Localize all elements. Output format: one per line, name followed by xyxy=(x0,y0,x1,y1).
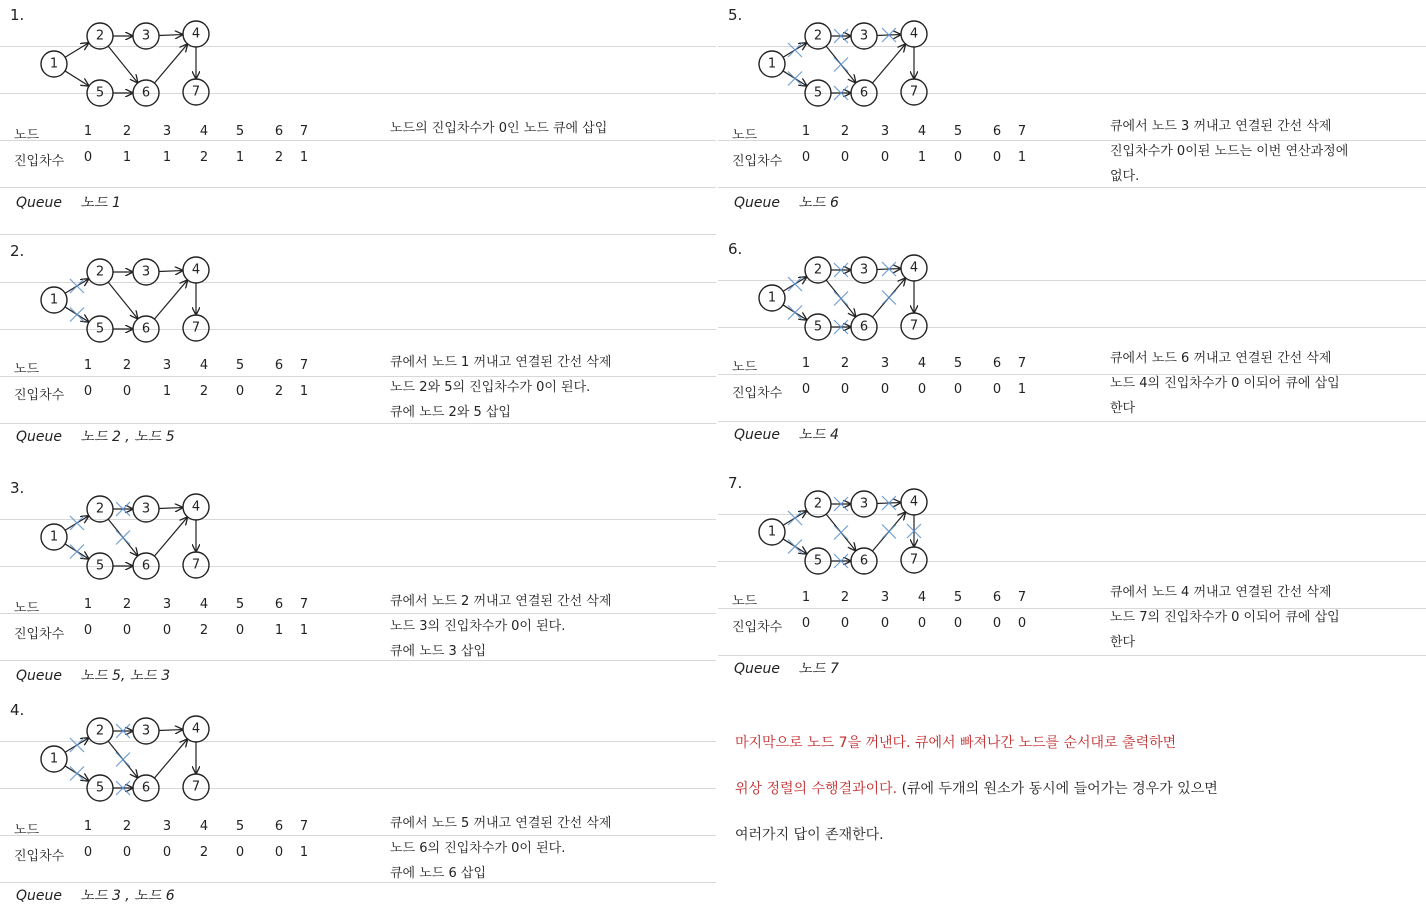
node-label: 5 xyxy=(953,356,963,371)
step-description xyxy=(390,350,710,425)
node-label: 5 xyxy=(235,358,245,373)
node-label: 7 xyxy=(1017,590,1027,605)
indegree-value: 0 xyxy=(840,150,850,165)
indegree-value: 0 xyxy=(992,382,1002,397)
node-label: 2 xyxy=(122,597,132,612)
step-panel-1 xyxy=(0,0,716,236)
step-panel-4 xyxy=(0,695,716,915)
graph-node-label: 6 xyxy=(859,85,869,101)
indegree-value: 0 xyxy=(235,384,245,399)
graph-node-label: 3 xyxy=(141,501,151,517)
description-line: 없다. xyxy=(1110,169,1140,184)
graph-node-label: 5 xyxy=(95,85,105,101)
graph-node-label: 1 xyxy=(49,751,59,767)
node-label: 6 xyxy=(274,597,284,612)
queue-contents: 노드 2 , 노드 5 xyxy=(80,429,175,445)
node-label: 3 xyxy=(162,358,172,373)
node-label: 5 xyxy=(953,124,963,139)
node-label: 1 xyxy=(83,358,93,373)
graph-node-label: 7 xyxy=(909,318,919,334)
conclusion-line-1: 마지막으로 노드 7을 꺼낸다. 큐에서 빠져나간 노드를 순서대로 출력하면 xyxy=(735,735,1177,751)
dag-graph xyxy=(30,14,230,114)
queue-label: Queue xyxy=(734,427,780,443)
node-label: 3 xyxy=(162,124,172,139)
indegree-value: 1 xyxy=(122,150,132,165)
indegree-value: 2 xyxy=(274,384,284,399)
description-line: 큐에 노드 6 삽입 xyxy=(390,866,487,881)
node-row-label: 노드 xyxy=(14,823,40,838)
indegree-value: 0 xyxy=(83,384,93,399)
graph-node-label: 2 xyxy=(813,496,823,512)
graph-node-label: 4 xyxy=(909,494,919,510)
queue-contents: 노드 1 xyxy=(80,195,121,211)
description-line: 한다 xyxy=(1110,401,1136,416)
indegree-value: 1 xyxy=(299,384,309,399)
indegree-value: 0 xyxy=(162,623,172,638)
indegree-value: 0 xyxy=(953,382,963,397)
indegree-value: 0 xyxy=(122,845,132,860)
indegree-value: 0 xyxy=(953,616,963,631)
indegree-row-label: 진입차수 xyxy=(732,154,783,169)
queue-contents: 노드 7 xyxy=(798,661,839,677)
edge-6-4 xyxy=(154,518,187,556)
node-label: 7 xyxy=(1017,124,1027,139)
node-label: 1 xyxy=(801,590,811,605)
step-description xyxy=(390,811,710,886)
queue-label: Queue xyxy=(16,888,62,904)
graph-node-label: 1 xyxy=(767,56,777,72)
graph-node-label: 5 xyxy=(813,553,823,569)
queue-line xyxy=(16,665,184,685)
indegree-value: 0 xyxy=(917,382,927,397)
indegree-value: 0 xyxy=(840,616,850,631)
graph-node-label: 6 xyxy=(141,321,151,337)
edge-6-4 xyxy=(154,45,187,83)
node-label: 2 xyxy=(122,819,132,834)
graph-node-label: 7 xyxy=(909,84,919,100)
node-label: 3 xyxy=(162,819,172,834)
graph-node-label: 7 xyxy=(191,84,201,100)
node-label: 1 xyxy=(801,356,811,371)
conclusion-text xyxy=(735,720,1415,858)
node-row-label: 노드 xyxy=(732,594,758,609)
indegree-value: 2 xyxy=(199,384,209,399)
indegree-value: 0 xyxy=(840,382,850,397)
graph-node-label: 7 xyxy=(191,320,201,336)
node-label: 3 xyxy=(162,597,172,612)
step-description xyxy=(1110,346,1426,421)
description-line: 노드 6의 진입차수가 0이 된다. xyxy=(390,841,566,856)
indegree-value: 0 xyxy=(274,845,284,860)
description-line: 큐에서 노드 6 꺼내고 연결된 간선 삭제 xyxy=(1110,351,1332,366)
node-label: 1 xyxy=(801,124,811,139)
graph-node-label: 5 xyxy=(813,319,823,335)
step-description xyxy=(1110,114,1426,189)
graph-node-label: 2 xyxy=(95,28,105,44)
graph-node-label: 4 xyxy=(909,260,919,276)
indegree-value: 0 xyxy=(801,616,811,631)
graph-node-label: 2 xyxy=(95,264,105,280)
graph-node-label: 7 xyxy=(191,557,201,573)
edge-2-6 xyxy=(108,46,137,82)
graph-node-label: 3 xyxy=(859,28,869,44)
step-panel-7 xyxy=(718,468,1426,702)
node-label: 6 xyxy=(992,124,1002,139)
indegree-value: 0 xyxy=(953,150,963,165)
node-label: 7 xyxy=(299,358,309,373)
indegree-value: 0 xyxy=(880,616,890,631)
step-description xyxy=(390,116,710,141)
indegree-value: 1 xyxy=(299,150,309,165)
node-label: 2 xyxy=(122,358,132,373)
indegree-value: 0 xyxy=(235,845,245,860)
graph-node-label: 5 xyxy=(813,85,823,101)
node-label: 5 xyxy=(953,590,963,605)
graph-node-label: 6 xyxy=(859,319,869,335)
indegree-value: 0 xyxy=(917,616,927,631)
indegree-value: 0 xyxy=(992,150,1002,165)
node-label: 7 xyxy=(1017,356,1027,371)
indegree-row-label: 진입차수 xyxy=(14,849,65,864)
conclusion-note: (큐에 두개의 원소가 동시에 들어가는 경우가 있으면 xyxy=(897,781,1218,797)
edge-1-2 xyxy=(65,43,88,57)
description-line: 노드 4의 진입차수가 0 이되어 큐에 삽입 xyxy=(1110,376,1340,391)
indegree-value: 1 xyxy=(235,150,245,165)
edge-3-4 xyxy=(159,508,182,509)
description-line: 큐에서 노드 1 꺼내고 연결된 간선 삭제 xyxy=(390,355,612,370)
graph-node-label: 1 xyxy=(767,524,777,540)
graph-node-label: 4 xyxy=(191,262,201,278)
node-label: 2 xyxy=(840,590,850,605)
indegree-value: 1 xyxy=(299,845,309,860)
queue-contents: 노드 5, 노드 3 xyxy=(80,668,171,684)
indegree-value: 1 xyxy=(299,623,309,638)
queue-line xyxy=(16,885,189,905)
node-label: 6 xyxy=(274,819,284,834)
node-label: 4 xyxy=(199,597,209,612)
indegree-value: 0 xyxy=(235,623,245,638)
indegree-value: 0 xyxy=(992,616,1002,631)
node-label: 5 xyxy=(235,819,245,834)
step-number: 6. xyxy=(728,240,743,258)
description-line: 한다 xyxy=(1110,635,1136,650)
indegree-value: 0 xyxy=(880,150,890,165)
node-label: 7 xyxy=(299,819,309,834)
description-line: 진입차수가 0이된 노드는 이번 연산과정에 xyxy=(1110,144,1349,159)
step-panel-2 xyxy=(0,236,716,470)
indegree-value: 1 xyxy=(917,150,927,165)
node-label: 4 xyxy=(917,124,927,139)
queue-line xyxy=(16,426,189,446)
node-label: 6 xyxy=(992,356,1002,371)
indegree-value: 1 xyxy=(1017,382,1027,397)
graph-node-label: 5 xyxy=(95,558,105,574)
graph-node-label: 2 xyxy=(95,501,105,517)
node-label: 6 xyxy=(992,590,1002,605)
graph-node-label: 2 xyxy=(813,28,823,44)
node-label: 2 xyxy=(122,124,132,139)
dag-graph xyxy=(30,250,230,350)
dag-graph xyxy=(748,482,948,582)
description-line: 큐에 노드 2와 5 삽입 xyxy=(390,405,511,420)
node-label: 5 xyxy=(235,597,245,612)
graph-node-label: 7 xyxy=(909,552,919,568)
graph-node-label: 1 xyxy=(49,56,59,72)
dag-graph xyxy=(748,14,948,114)
node-label: 2 xyxy=(840,124,850,139)
step-panel-3 xyxy=(0,473,716,693)
graph-node-label: 5 xyxy=(95,321,105,337)
indegree-value: 2 xyxy=(199,623,209,638)
edge-3-4 xyxy=(159,730,182,731)
node-label: 4 xyxy=(917,590,927,605)
queue-label: Queue xyxy=(734,195,780,211)
step-number: 7. xyxy=(728,474,743,492)
indegree-row-label: 진입차수 xyxy=(14,154,65,169)
step-number: 2. xyxy=(10,242,25,260)
node-row-label: 노드 xyxy=(732,128,758,143)
indegree-value: 1 xyxy=(1017,150,1027,165)
node-label: 3 xyxy=(880,590,890,605)
edge-3-4 xyxy=(159,35,182,36)
indegree-value: 0 xyxy=(122,623,132,638)
node-row-label: 노드 xyxy=(14,362,40,377)
description-line: 큐에서 노드 4 꺼내고 연결된 간선 삭제 xyxy=(1110,585,1332,600)
queue-contents: 노드 6 xyxy=(798,195,839,211)
description-line: 큐에 노드 3 삽입 xyxy=(390,644,487,659)
indegree-row-label: 진입차수 xyxy=(14,627,65,642)
step-number: 5. xyxy=(728,6,743,24)
graph-node-label: 6 xyxy=(859,553,869,569)
step-panel-5 xyxy=(718,0,1426,234)
graph-node-label: 4 xyxy=(191,721,201,737)
queue-label: Queue xyxy=(734,661,780,677)
graph-node-label: 3 xyxy=(859,496,869,512)
node-label: 3 xyxy=(880,356,890,371)
graph-node-label: 1 xyxy=(767,290,777,306)
indegree-row-label: 진입차수 xyxy=(732,620,783,635)
description-line: 큐에서 노드 3 꺼내고 연결된 간선 삭제 xyxy=(1110,119,1332,134)
graph-node-label: 1 xyxy=(49,529,59,545)
indegree-value: 2 xyxy=(274,150,284,165)
indegree-value: 0 xyxy=(83,845,93,860)
dag-graph xyxy=(30,709,230,809)
conclusion-highlight: 위상 정렬의 수행결과이다. xyxy=(735,781,898,797)
indegree-value: 0 xyxy=(880,382,890,397)
node-label: 5 xyxy=(235,124,245,139)
description-line: 노드의 진입차수가 0인 노드 큐에 삽입 xyxy=(390,121,608,136)
node-label: 4 xyxy=(199,819,209,834)
conclusion-line-2 xyxy=(735,766,1415,812)
graph-node-label: 1 xyxy=(49,292,59,308)
indegree-value: 0 xyxy=(801,382,811,397)
node-label: 7 xyxy=(299,124,309,139)
graph-node-label: 4 xyxy=(909,26,919,42)
graph-node-label: 2 xyxy=(813,262,823,278)
node-label: 3 xyxy=(880,124,890,139)
node-label: 2 xyxy=(840,356,850,371)
edge-6-4 xyxy=(154,740,187,778)
node-label: 4 xyxy=(199,124,209,139)
edge-1-5 xyxy=(65,71,88,86)
graph-node-label: 3 xyxy=(141,264,151,280)
indegree-value: 0 xyxy=(83,623,93,638)
indegree-row-label: 진입차수 xyxy=(732,386,783,401)
indegree-value: 1 xyxy=(162,150,172,165)
indegree-value: 0 xyxy=(162,845,172,860)
edge-6-4 xyxy=(154,281,187,319)
node-label: 6 xyxy=(274,358,284,373)
node-row-label: 노드 xyxy=(14,601,40,616)
graph-node-label: 2 xyxy=(95,723,105,739)
queue-line xyxy=(734,192,853,212)
node-label: 6 xyxy=(274,124,284,139)
step-description xyxy=(1110,580,1426,655)
indegree-value: 0 xyxy=(122,384,132,399)
graph-node-label: 6 xyxy=(141,85,151,101)
description-line: 큐에서 노드 5 꺼내고 연결된 간선 삭제 xyxy=(390,816,612,831)
queue-label: Queue xyxy=(16,668,62,684)
node-label: 4 xyxy=(199,358,209,373)
queue-line xyxy=(16,192,135,212)
indegree-row-label: 진입차수 xyxy=(14,388,65,403)
node-label: 7 xyxy=(299,597,309,612)
node-label: 4 xyxy=(917,356,927,371)
indegree-value: 0 xyxy=(801,150,811,165)
dag-graph xyxy=(30,487,230,587)
graph-node-label: 3 xyxy=(141,28,151,44)
indegree-value: 2 xyxy=(199,150,209,165)
dag-graph xyxy=(748,248,948,348)
graph-node-label: 7 xyxy=(191,779,201,795)
queue-label: Queue xyxy=(16,195,62,211)
queue-contents: 노드 3 , 노드 6 xyxy=(80,888,175,904)
queue-line xyxy=(734,658,853,678)
description-line: 노드 2와 5의 진입차수가 0이 된다. xyxy=(390,380,591,395)
queue-line xyxy=(734,424,853,444)
graph-node-label: 3 xyxy=(141,723,151,739)
node-row-label: 노드 xyxy=(732,360,758,375)
node-label: 1 xyxy=(83,819,93,834)
description-line: 큐에서 노드 2 꺼내고 연결된 간선 삭제 xyxy=(390,594,612,609)
node-label: 1 xyxy=(83,124,93,139)
node-label: 1 xyxy=(83,597,93,612)
description-line: 노드 3의 진입차수가 0이 된다. xyxy=(390,619,566,634)
step-number: 4. xyxy=(10,701,25,719)
graph-node-label: 4 xyxy=(191,26,201,42)
conclusion-line-3: 여러가지 답이 존재한다. xyxy=(735,827,884,843)
indegree-value: 0 xyxy=(83,150,93,165)
indegree-value: 1 xyxy=(274,623,284,638)
queue-contents: 노드 4 xyxy=(798,427,839,443)
indegree-value: 2 xyxy=(199,845,209,860)
graph-node-label: 5 xyxy=(95,780,105,796)
step-number: 1. xyxy=(10,6,25,24)
step-description xyxy=(390,589,710,664)
graph-node-label: 4 xyxy=(191,499,201,515)
graph-node-label: 6 xyxy=(141,558,151,574)
indegree-value: 1 xyxy=(162,384,172,399)
graph-node-label: 6 xyxy=(141,780,151,796)
step-number: 3. xyxy=(10,479,25,497)
indegree-value: 0 xyxy=(1017,616,1027,631)
edge-3-4 xyxy=(159,271,182,272)
queue-label: Queue xyxy=(16,429,62,445)
step-panel-6 xyxy=(718,234,1426,468)
edge-6-4 xyxy=(872,45,905,83)
description-line: 노드 7의 진입차수가 0 이되어 큐에 삽입 xyxy=(1110,610,1340,625)
node-row-label: 노드 xyxy=(14,128,40,143)
graph-node-label: 3 xyxy=(859,262,869,278)
edge-2-6 xyxy=(108,282,137,318)
